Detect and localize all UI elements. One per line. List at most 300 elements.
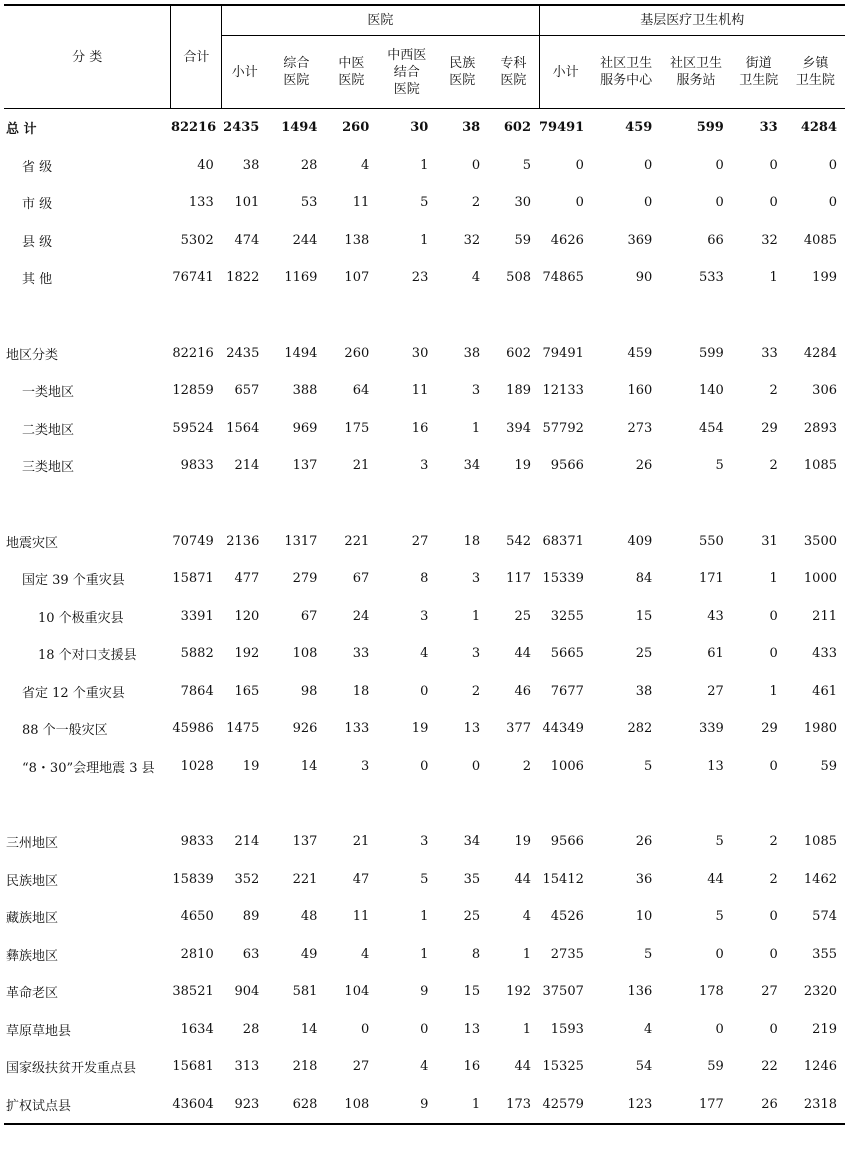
value-cell: 5665 xyxy=(550,646,584,662)
value-cell: 5 xyxy=(715,909,724,925)
value-cell: 28 xyxy=(242,1021,260,1037)
value-cell: 369 xyxy=(627,232,653,248)
value-cell: 7677 xyxy=(550,683,584,699)
table-row xyxy=(4,447,845,485)
value-cell: 42579 xyxy=(539,1086,592,1125)
row-label: 革命老区 xyxy=(6,986,59,1002)
row-label: 国家级扶贫开发重点县 xyxy=(6,1061,137,1077)
value-cell: 508 xyxy=(506,270,531,286)
value-cell: 120 xyxy=(234,608,260,624)
spacer-cell xyxy=(4,297,845,335)
spacer-cell xyxy=(4,485,845,523)
row-label: 省定 12 个重灾县 xyxy=(22,685,125,701)
value-cell: 1494 xyxy=(284,345,318,361)
value-cell: 474 xyxy=(234,232,260,248)
value-cell: 18 xyxy=(463,533,481,549)
value-cell: 43 xyxy=(707,608,724,624)
value-cell: 137 xyxy=(292,458,318,474)
value-cell: 5302 xyxy=(180,232,214,248)
value-cell: 24 xyxy=(352,608,370,624)
table-row xyxy=(4,560,845,598)
value-cell: 13 xyxy=(707,758,724,774)
value-cell: 53 xyxy=(300,195,318,211)
value-cell: 25 xyxy=(463,909,481,925)
value-cell: 657 xyxy=(234,383,260,399)
value-cell: 22 xyxy=(761,1059,778,1075)
value-cell: 19 xyxy=(514,834,531,850)
value-cell: 2735 xyxy=(550,946,584,962)
value-cell: 923 xyxy=(222,1086,268,1125)
value-cell: 388 xyxy=(292,383,318,399)
value-cell: 0 xyxy=(715,946,724,962)
value-cell: 477 xyxy=(234,571,260,587)
value-cell: 26 xyxy=(635,458,653,474)
value-cell: 160 xyxy=(627,383,653,399)
value-cell: 4 xyxy=(644,1021,653,1037)
value-cell: 1085 xyxy=(803,834,837,850)
table-row xyxy=(4,147,845,185)
value-cell: 0 xyxy=(715,157,724,173)
value-cell: 0 xyxy=(575,195,584,211)
table-header xyxy=(4,5,845,109)
value-cell: 67 xyxy=(352,571,370,587)
table-row xyxy=(4,109,845,147)
value-cell: 61 xyxy=(707,646,724,662)
value-cell: 47 xyxy=(352,871,370,887)
value-cell: 27 xyxy=(761,984,778,1000)
value-cell: 459 xyxy=(627,345,653,361)
value-cell: 926 xyxy=(292,721,318,737)
value-cell: 377 xyxy=(506,721,531,737)
row-label: 三类地区 xyxy=(22,460,75,476)
value-cell: 177 xyxy=(660,1086,732,1125)
value-cell: 0 xyxy=(769,1021,778,1037)
value-cell: 1462 xyxy=(803,871,837,887)
header-primary-col-0: 小计 xyxy=(539,36,592,109)
value-cell: 1 xyxy=(420,157,429,173)
value-cell: 29 xyxy=(761,721,778,737)
value-cell: 13 xyxy=(463,721,481,737)
value-cell: 10 xyxy=(635,909,653,925)
row-label: 省 级 xyxy=(22,159,53,175)
value-cell: 192 xyxy=(506,984,531,1000)
value-cell: 4 xyxy=(471,270,481,286)
row-label: “8・30”会理地震 3 县 xyxy=(22,760,155,776)
value-cell: 133 xyxy=(188,195,214,211)
value-cell: 355 xyxy=(812,946,837,962)
value-cell: 244 xyxy=(292,232,318,248)
value-cell: 1 xyxy=(769,683,778,699)
spacer-cell xyxy=(4,785,845,823)
value-cell: 4650 xyxy=(180,909,214,925)
value-cell: 9566 xyxy=(550,458,584,474)
value-cell: 45986 xyxy=(172,721,214,737)
value-cell: 15 xyxy=(463,984,481,1000)
table-body xyxy=(4,109,845,1125)
value-cell: 8 xyxy=(420,571,429,587)
value-cell: 38 xyxy=(462,120,481,136)
value-cell: 5 xyxy=(644,758,653,774)
value-cell: 171 xyxy=(699,571,724,587)
value-cell: 5 xyxy=(522,157,531,173)
value-cell: 0 xyxy=(420,758,429,774)
value-cell: 0 xyxy=(644,157,653,173)
value-cell: 9 xyxy=(377,1086,436,1125)
value-cell: 218 xyxy=(292,1059,318,1075)
row-label: 88 个一般灾区 xyxy=(22,723,108,739)
value-cell: 1634 xyxy=(180,1021,214,1037)
value-cell: 15412 xyxy=(542,871,584,887)
value-cell: 38 xyxy=(635,683,653,699)
value-cell: 54 xyxy=(635,1059,653,1075)
value-cell: 273 xyxy=(627,420,653,436)
header-hospital-col-5: 专科 医院 xyxy=(488,36,539,109)
value-cell: 1 xyxy=(522,946,531,962)
value-cell: 4284 xyxy=(803,345,837,361)
table-row xyxy=(4,936,845,974)
value-cell: 59 xyxy=(707,1059,724,1075)
value-cell: 2 xyxy=(769,834,778,850)
table-row xyxy=(4,222,845,260)
value-cell: 14 xyxy=(300,758,318,774)
value-cell: 107 xyxy=(344,270,370,286)
row-label: 其 他 xyxy=(22,272,53,288)
row-label: 一类地区 xyxy=(22,385,75,401)
value-cell: 1 xyxy=(769,270,778,286)
value-cell: 90 xyxy=(635,270,653,286)
row-label: 彝族地区 xyxy=(6,948,59,964)
value-cell: 46 xyxy=(514,683,531,699)
value-cell: 5 xyxy=(715,834,724,850)
value-cell: 9566 xyxy=(550,834,584,850)
value-cell: 0 xyxy=(420,1021,429,1037)
value-cell: 49 xyxy=(300,946,318,962)
row-label: 县 级 xyxy=(22,234,53,250)
value-cell: 48 xyxy=(300,909,318,925)
value-cell: 43604 xyxy=(171,1086,222,1125)
value-cell: 4284 xyxy=(800,120,837,136)
row-label: 国定 39 个重灾县 xyxy=(22,573,125,589)
value-cell: 44 xyxy=(514,871,531,887)
value-cell: 4 xyxy=(522,909,531,925)
value-cell: 16 xyxy=(463,1059,481,1075)
value-cell: 101 xyxy=(234,195,260,211)
value-cell: 36 xyxy=(635,871,653,887)
value-cell: 178 xyxy=(699,984,724,1000)
value-cell: 1564 xyxy=(226,420,260,436)
value-cell: 9833 xyxy=(180,834,214,850)
value-cell: 0 xyxy=(575,157,584,173)
value-cell: 82216 xyxy=(170,120,217,136)
header-hospital-group: 医院 xyxy=(222,5,539,36)
value-cell: 533 xyxy=(699,270,724,286)
value-cell: 21 xyxy=(352,834,370,850)
value-cell: 1 xyxy=(420,232,429,248)
value-cell: 461 xyxy=(812,683,837,699)
header-hospital-col-3: 中西医 结合 医院 xyxy=(377,36,436,109)
value-cell: 2136 xyxy=(226,533,260,549)
value-cell: 0 xyxy=(769,608,778,624)
value-cell: 11 xyxy=(352,195,370,211)
value-cell: 2 xyxy=(769,383,778,399)
value-cell: 454 xyxy=(699,420,724,436)
value-cell: 44 xyxy=(514,1059,531,1075)
value-cell: 98 xyxy=(300,683,318,699)
table-row xyxy=(4,710,845,748)
value-cell: 34 xyxy=(463,834,481,850)
value-cell: 4 xyxy=(420,646,429,662)
value-cell: 3 xyxy=(420,834,429,850)
value-cell: 1 xyxy=(522,1021,531,1037)
value-cell: 3391 xyxy=(180,608,214,624)
value-cell: 11 xyxy=(352,909,370,925)
value-cell: 1593 xyxy=(550,1021,584,1037)
value-cell: 5 xyxy=(420,871,429,887)
value-cell: 15 xyxy=(635,608,653,624)
value-cell: 5 xyxy=(715,458,724,474)
header-hospital-col-0: 小计 xyxy=(222,36,268,109)
value-cell: 74865 xyxy=(542,270,584,286)
value-cell: 214 xyxy=(234,834,260,850)
value-cell: 2318 xyxy=(786,1086,845,1125)
value-cell: 352 xyxy=(234,871,260,887)
value-cell: 0 xyxy=(644,195,653,211)
value-cell: 211 xyxy=(812,608,837,624)
value-cell: 0 xyxy=(360,1021,370,1037)
value-cell: 175 xyxy=(344,420,370,436)
value-cell: 28 xyxy=(300,157,318,173)
value-cell: 133 xyxy=(344,721,370,737)
table-row xyxy=(4,259,845,297)
row-label: 民族地区 xyxy=(6,873,59,889)
value-cell: 904 xyxy=(234,984,260,1000)
medical-institutions-table xyxy=(4,4,845,1125)
value-cell: 26 xyxy=(635,834,653,850)
value-cell: 221 xyxy=(292,871,318,887)
value-cell: 0 xyxy=(471,758,481,774)
value-cell: 1 xyxy=(471,420,481,436)
value-cell: 68371 xyxy=(542,533,584,549)
value-cell: 599 xyxy=(696,120,724,136)
table-row xyxy=(4,335,845,373)
row-label: 18 个对口支援县 xyxy=(38,648,137,664)
row-label: 地震灾区 xyxy=(6,535,59,551)
value-cell: 0 xyxy=(769,157,778,173)
value-cell: 19 xyxy=(514,458,531,474)
value-cell: 5 xyxy=(420,195,429,211)
value-cell: 219 xyxy=(812,1021,837,1037)
value-cell: 19 xyxy=(411,721,429,737)
value-cell: 3 xyxy=(420,608,429,624)
table-row xyxy=(4,1048,845,1086)
value-cell: 1169 xyxy=(284,270,318,286)
value-cell: 0 xyxy=(420,683,429,699)
value-cell: 550 xyxy=(699,533,724,549)
value-cell: 282 xyxy=(627,721,653,737)
value-cell: 40 xyxy=(197,157,214,173)
value-cell: 15839 xyxy=(172,871,214,887)
value-cell: 14 xyxy=(300,1021,318,1037)
value-cell: 2 xyxy=(769,458,778,474)
value-cell: 30 xyxy=(514,195,531,211)
table-row xyxy=(4,861,845,899)
value-cell: 2435 xyxy=(226,345,260,361)
value-cell: 3 xyxy=(471,383,481,399)
value-cell: 19 xyxy=(242,758,260,774)
value-cell: 1494 xyxy=(281,120,318,136)
value-cell: 27 xyxy=(352,1059,370,1075)
table-row xyxy=(4,372,845,410)
value-cell: 1822 xyxy=(226,270,260,286)
value-cell: 31 xyxy=(761,533,778,549)
value-cell: 2435 xyxy=(223,120,260,136)
value-cell: 1 xyxy=(420,946,429,962)
value-cell: 602 xyxy=(503,120,531,136)
table-row xyxy=(4,410,845,448)
value-cell: 5 xyxy=(644,946,653,962)
value-cell: 0 xyxy=(769,758,778,774)
table-row xyxy=(4,1086,845,1125)
value-cell: 1006 xyxy=(550,758,584,774)
value-cell: 79491 xyxy=(542,345,584,361)
value-cell: 79491 xyxy=(539,120,585,136)
value-cell: 23 xyxy=(411,270,429,286)
table-row xyxy=(4,635,845,673)
value-cell: 15339 xyxy=(542,571,584,587)
value-cell: 574 xyxy=(812,909,837,925)
value-cell: 59 xyxy=(514,232,531,248)
value-cell: 214 xyxy=(234,458,260,474)
value-cell: 3500 xyxy=(803,533,837,549)
value-cell: 123 xyxy=(592,1086,660,1125)
header-primary-group: 基层医疗卫生机构 xyxy=(539,5,845,36)
value-cell: 35 xyxy=(463,871,481,887)
value-cell: 0 xyxy=(828,195,837,211)
row-label: 地区分类 xyxy=(6,347,59,363)
header-hospital-col-2: 中医 医院 xyxy=(325,36,377,109)
value-cell: 2810 xyxy=(180,946,214,962)
value-cell: 279 xyxy=(292,571,318,587)
value-cell: 63 xyxy=(242,946,260,962)
value-cell: 1317 xyxy=(284,533,318,549)
value-cell: 138 xyxy=(344,232,370,248)
row-label: 草原草地县 xyxy=(6,1023,72,1039)
value-cell: 18 xyxy=(352,683,370,699)
value-cell: 3 xyxy=(360,758,370,774)
row-label: 总 计 xyxy=(6,122,37,138)
value-cell: 4626 xyxy=(550,232,584,248)
header-hospital-col-4: 民族 医院 xyxy=(436,36,488,109)
value-cell: 1246 xyxy=(803,1059,837,1075)
table-row xyxy=(4,748,845,786)
value-cell: 0 xyxy=(828,157,837,173)
value-cell: 11 xyxy=(411,383,429,399)
value-cell: 76741 xyxy=(172,270,214,286)
value-cell: 2893 xyxy=(803,420,837,436)
table-row xyxy=(4,673,845,711)
value-cell: 628 xyxy=(267,1086,325,1125)
value-cell: 433 xyxy=(812,646,837,662)
value-cell: 70749 xyxy=(172,533,214,549)
value-cell: 0 xyxy=(769,646,778,662)
value-cell: 1000 xyxy=(803,571,837,587)
value-cell: 21 xyxy=(352,458,370,474)
table-row xyxy=(4,1011,845,1049)
table-row xyxy=(4,823,845,861)
value-cell: 89 xyxy=(242,909,260,925)
value-cell: 3 xyxy=(471,646,481,662)
row-label: 藏族地区 xyxy=(6,911,59,927)
value-cell: 1085 xyxy=(803,458,837,474)
header-total: 合计 xyxy=(171,5,222,109)
value-cell: 0 xyxy=(769,909,778,925)
value-cell: 108 xyxy=(325,1086,377,1125)
value-cell: 5882 xyxy=(180,646,214,662)
value-cell: 1 xyxy=(769,571,778,587)
value-cell: 1 xyxy=(471,608,481,624)
value-cell: 581 xyxy=(292,984,318,1000)
value-cell: 84 xyxy=(635,571,653,587)
spacer-row xyxy=(4,785,845,823)
value-cell: 12133 xyxy=(542,383,584,399)
value-cell: 8 xyxy=(471,946,481,962)
value-cell: 67 xyxy=(300,608,318,624)
value-cell: 12859 xyxy=(172,383,214,399)
value-cell: 0 xyxy=(715,1021,724,1037)
table-row xyxy=(4,898,845,936)
value-cell: 7864 xyxy=(180,683,214,699)
value-cell: 44 xyxy=(707,871,724,887)
value-cell: 9 xyxy=(420,984,429,1000)
value-cell: 2 xyxy=(471,683,481,699)
value-cell: 136 xyxy=(627,984,653,1000)
value-cell: 4526 xyxy=(550,909,584,925)
row-label: 10 个极重灾县 xyxy=(38,610,124,626)
value-cell: 137 xyxy=(292,834,318,850)
value-cell: 108 xyxy=(292,646,318,662)
value-cell: 16 xyxy=(411,420,429,436)
value-cell: 3 xyxy=(471,571,481,587)
value-cell: 38 xyxy=(242,157,260,173)
spacer-row xyxy=(4,485,845,523)
value-cell: 221 xyxy=(344,533,370,549)
value-cell: 25 xyxy=(514,608,531,624)
value-cell: 192 xyxy=(234,646,260,662)
value-cell: 260 xyxy=(344,345,370,361)
value-cell: 15681 xyxy=(172,1059,214,1075)
value-cell: 260 xyxy=(342,120,370,136)
value-cell: 38521 xyxy=(172,984,214,1000)
value-cell: 38 xyxy=(463,345,481,361)
value-cell: 33 xyxy=(352,646,370,662)
header-category: 分 类 xyxy=(4,5,171,109)
value-cell: 602 xyxy=(506,345,531,361)
value-cell: 44 xyxy=(514,646,531,662)
value-cell: 189 xyxy=(506,383,531,399)
value-cell: 409 xyxy=(627,533,653,549)
value-cell: 32 xyxy=(761,232,778,248)
value-cell: 173 xyxy=(488,1086,539,1125)
value-cell: 66 xyxy=(707,232,724,248)
value-cell: 44349 xyxy=(542,721,584,737)
value-cell: 4085 xyxy=(803,232,837,248)
value-cell: 117 xyxy=(506,571,531,587)
value-cell: 969 xyxy=(292,420,318,436)
value-cell: 1980 xyxy=(803,721,837,737)
value-cell: 1475 xyxy=(226,721,260,737)
value-cell: 13 xyxy=(463,1021,481,1037)
value-cell: 33 xyxy=(761,345,778,361)
